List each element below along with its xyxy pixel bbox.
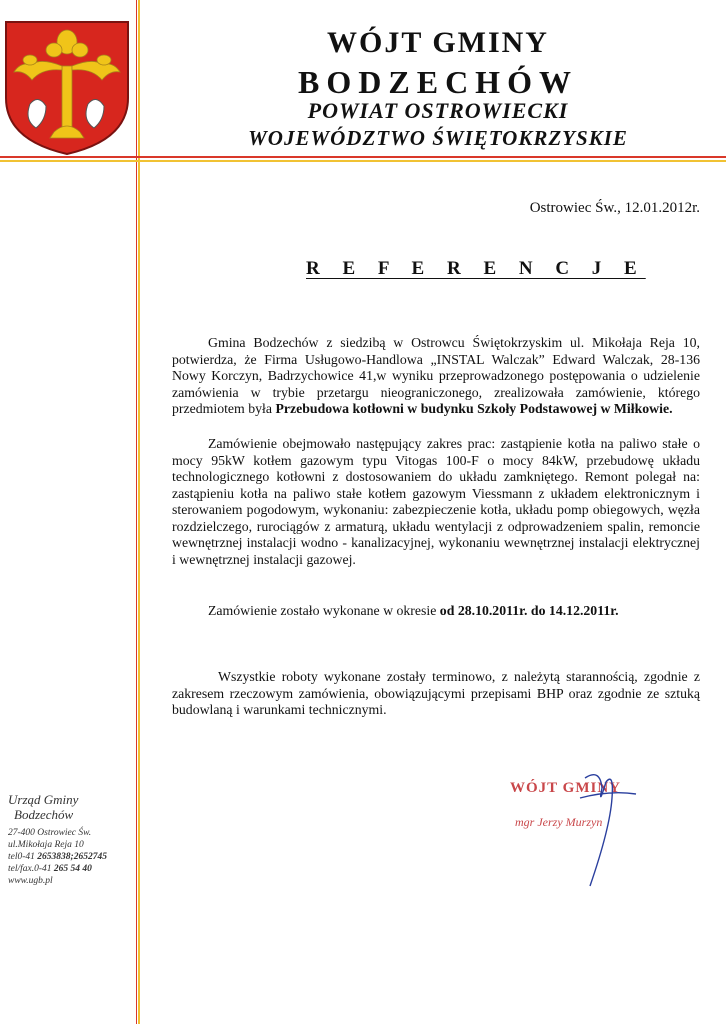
paragraph-3-bold: od 28.10.2011r. do 14.12.2011r. xyxy=(439,603,619,618)
office-phone: tel0-41 2653838;2652745 xyxy=(8,852,107,862)
document-date: Ostrowiec Św., 12.01.2012r. xyxy=(529,200,700,216)
paragraph-4: Wszystkie roboty wykonane zostały terminowo, z należytą starannością, zgodnie z zakresem rzeczowym zamówienia, obowiązującymi przepisami BHP oraz zgodnie ze sztuką budowlaną i warunkami technicznymi. xyxy=(172,669,700,717)
stamp-title: WÓJT GMINY xyxy=(510,780,621,796)
oak-tree-crest-icon xyxy=(2,20,132,156)
horizontal-yellow-rule xyxy=(0,160,726,162)
handwritten-signature xyxy=(540,768,650,893)
horizontal-red-rule xyxy=(0,156,726,158)
office-street: ul.Mikołaja Reja 10 xyxy=(8,840,84,850)
office-name: Urząd Gminy xyxy=(8,792,79,807)
header-county: POWIAT OSTROWIECKI xyxy=(307,98,569,123)
header-title: WÓJT GMINY xyxy=(327,26,549,59)
header-municipality: BODZECHÓW xyxy=(298,64,578,100)
office-website: www.ugb.pl xyxy=(8,876,53,886)
vertical-yellow-rule xyxy=(138,0,140,1024)
paragraph-3: Zamówienie zostało wykonane w okresie od 28.10.2011r. do 14.12.2011r. xyxy=(208,603,619,618)
office-municipality: Bodzechów xyxy=(14,807,74,822)
vertical-red-rule xyxy=(136,0,137,1024)
stamp-name: mgr Jerzy Murzyn xyxy=(515,815,603,829)
office-postal: 27-400 Ostrowiec Św. xyxy=(8,828,92,838)
paragraph-1: Gmina Bodzechów z siedzibą w Ostrowcu Świętokrzyskim ul. Mikołaja Reja 10, potwierdza, że Firma Usługowo-Handlowa „INSTAL Walczak” Edward Walczak, 28-136 Nowy Korczyn, Badrzychowice 41,w wyniku przeprowadzonego postępowania o udzielenie zamówienia w trybie przetargu nieograniczonego, zrealizowała zamówienie, którego przedmiotem była Przebudowa kotłowni w budynku Szkoły Podstawowej w Miłkowie. xyxy=(172,335,700,416)
header-voivodeship: WOJEWÓDZTWO ŚWIĘTOKRZYSKIE xyxy=(248,126,628,150)
paragraph-1-bold: Przebudowa kotłowni w budynku Szkoły Podstawowej w Miłkowie. xyxy=(275,401,673,416)
office-fax: tel/fax.0-41 265 54 40 xyxy=(8,864,92,874)
paragraph-2: Zamówienie obejmowało następujący zakres prac: zastąpienie kotła na paliwo stałe o mocy 95kW kotłem gazowym typu Vitogas 100-F o mocy 84kW, przebudowę układu technologicznego kotłowni z dostosowaniem do układu zamkniętego. Remont polegał na: zastąpieniu kotła na paliwo stałe kotłem gazowym Viessmann z układem elektronicznym i sterowaniem pogodowym, wykonaniu: zabezpieczenie kotła, układu pomp obiegowych, węzła rozdzielczego, rurociągów z armaturą, układu wentylacji z odprowadzeniem spalin, remoncie wewnętrznej instalacji wodno - kanalizacyjnej, wykonaniu wewnętrznej instalacji elektrycznej i wewnętrznej instalacji gazowej. xyxy=(172,436,700,567)
document-title: R E F E R E N C J E xyxy=(306,258,646,279)
